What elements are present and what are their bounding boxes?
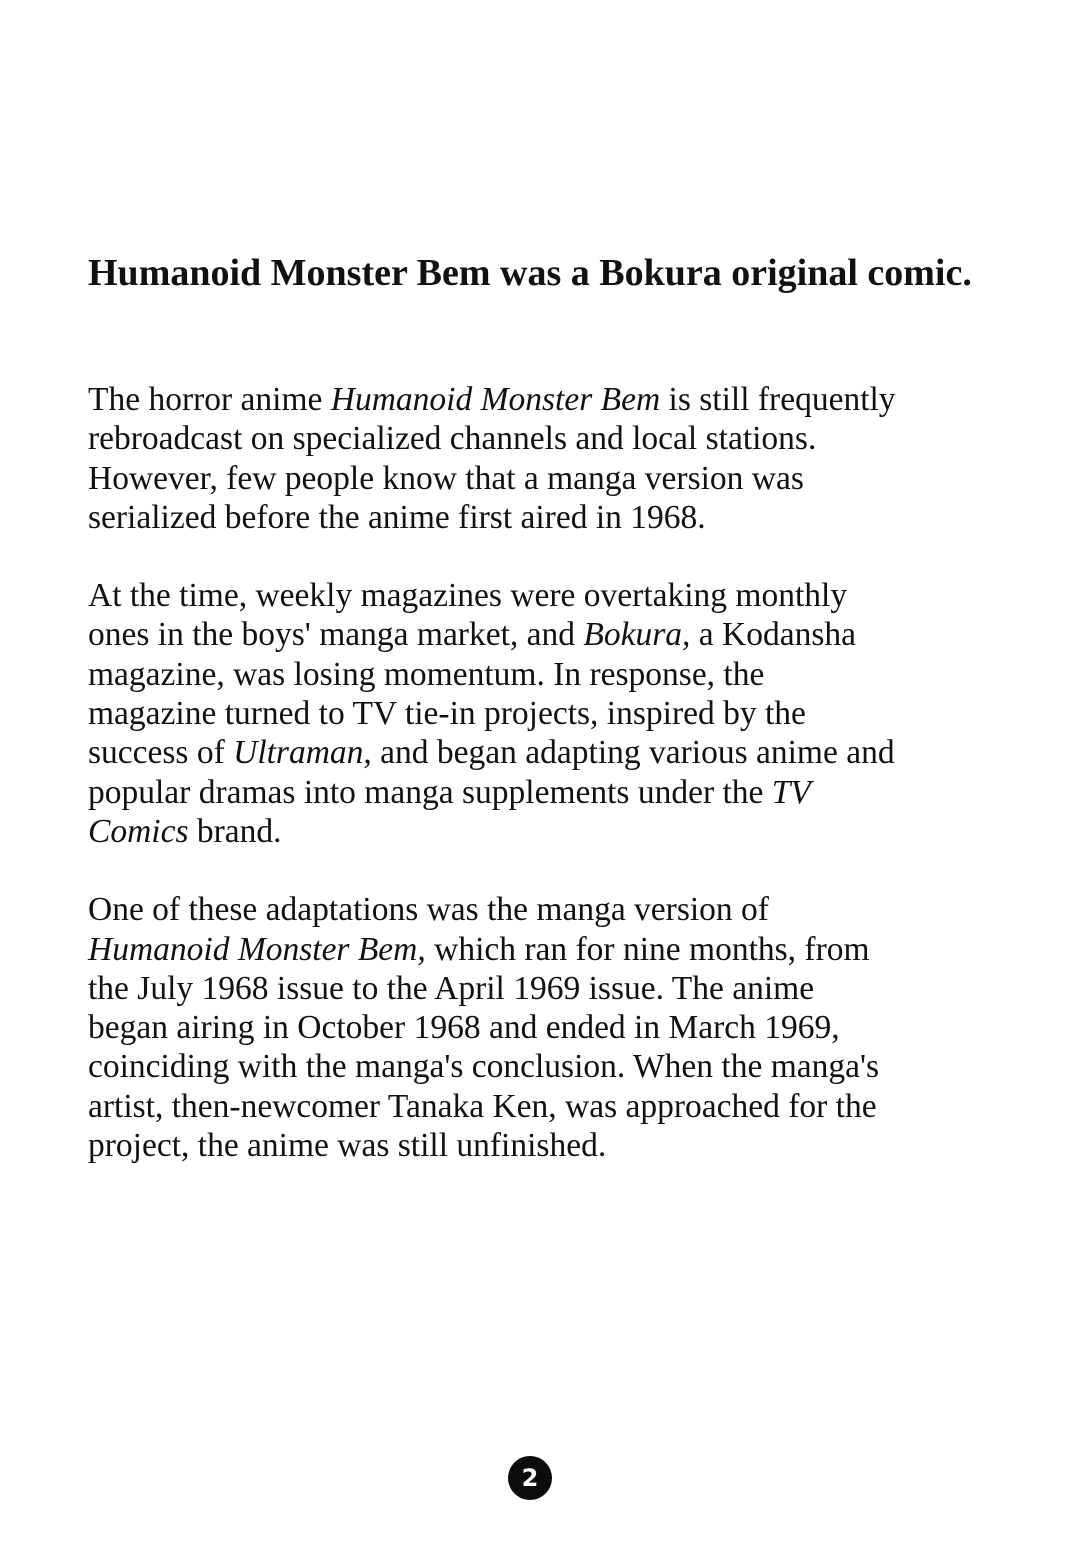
paragraph-3 — [88, 890, 1008, 1165]
article-heading: Humanoid Monster Bem was a Bokura original comic. — [88, 252, 972, 294]
text-line: began airing in October 1968 and ended in March 1969, — [88, 1009, 840, 1047]
text-line: Comics brand. — [88, 812, 282, 850]
paragraph-2 — [88, 576, 1008, 851]
paragraph-1 — [88, 380, 1008, 537]
page-number-badge: 2 — [508, 1456, 552, 1500]
text-line: popular dramas into manga supplements under the TV — [88, 773, 811, 811]
text-line: One of these adaptations was the manga version of — [88, 891, 769, 929]
text-line: success of Ultraman, and began adapting various anime and — [88, 734, 895, 772]
text-line: The horror anime Humanoid Monster Bem is still frequently — [88, 381, 896, 418]
text-line: ones in the boys' manga market, and Bokura, a Kodansha — [88, 616, 856, 654]
text-line: magazine, was losing momentum. In response, the — [88, 655, 765, 693]
text-line: magazine turned to TV tie-in projects, inspired by the — [88, 695, 806, 733]
text-line: rebroadcast on specialized channels and local stations. — [88, 420, 817, 458]
article — [88, 250, 1008, 1204]
text-line: the July 1968 issue to the April 1969 issue. The anime — [88, 969, 815, 1007]
text-line: At the time, weekly magazines were overtaking monthly — [88, 577, 848, 615]
text-line: However, few people know that a manga version was — [88, 459, 804, 497]
text-line: serialized before the anime first aired in 1968. — [88, 498, 706, 536]
text-line: project, the anime was still unfinished. — [88, 1127, 607, 1165]
text-line: artist, then-newcomer Tanaka Ken, was approached for the — [88, 1087, 877, 1125]
text-line: Humanoid Monster Bem, which ran for nine months, from — [88, 930, 870, 968]
text-line: coinciding with the manga's conclusion. When the manga's — [88, 1048, 880, 1086]
